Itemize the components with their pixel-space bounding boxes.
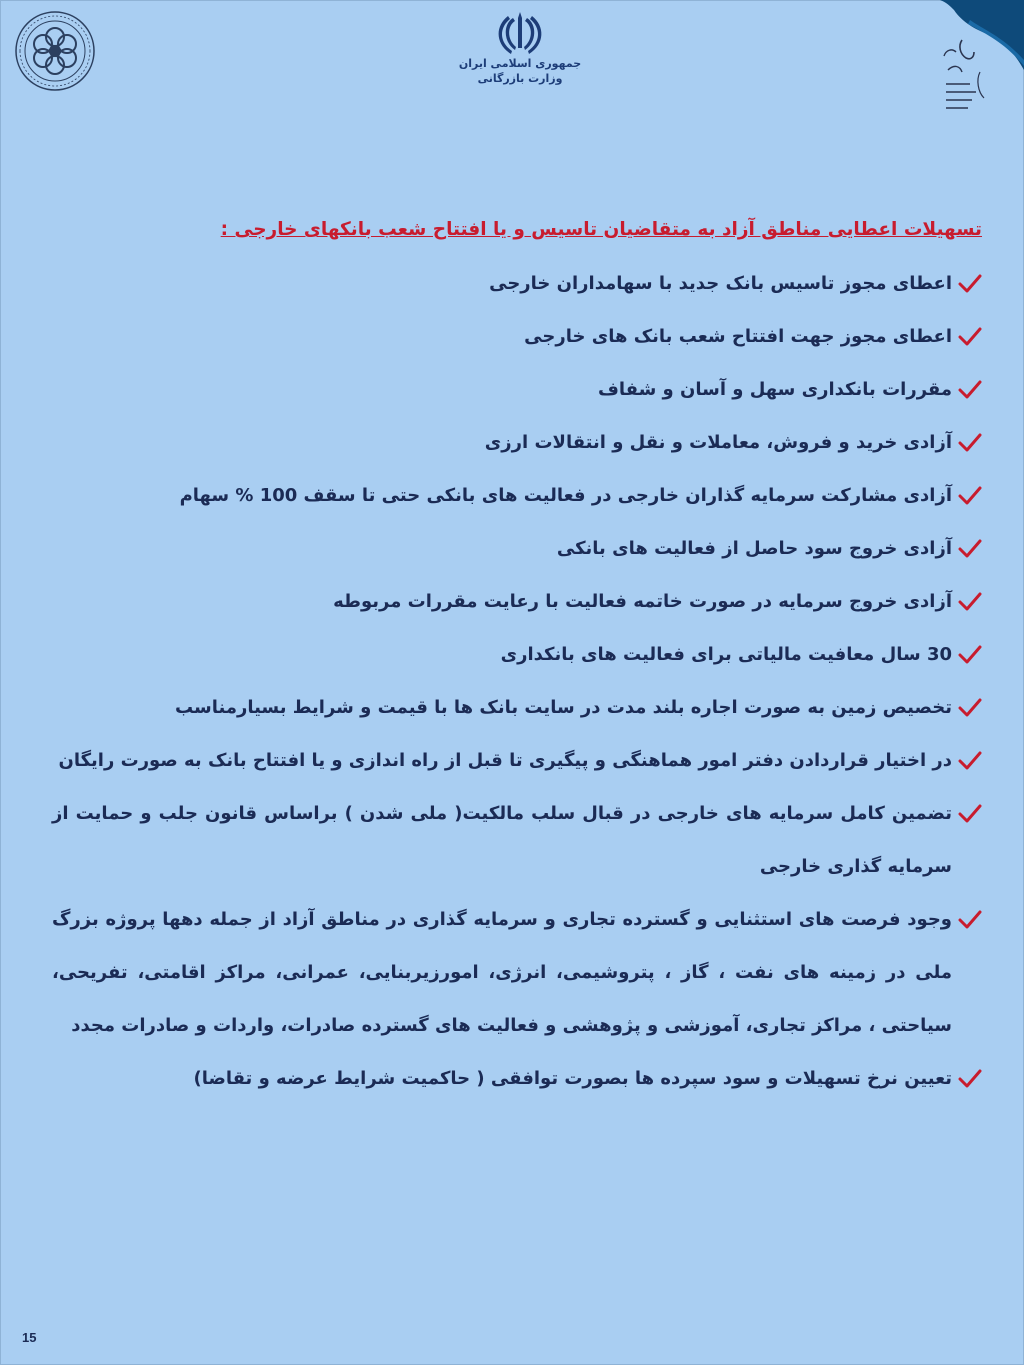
checkmark-icon xyxy=(958,380,982,400)
list-item xyxy=(52,416,982,469)
slide-content xyxy=(52,212,982,1105)
iran-emblem-icon xyxy=(495,8,545,56)
list-item xyxy=(52,575,982,628)
checkmark-icon xyxy=(958,804,982,824)
iran-emblem-logo xyxy=(450,8,590,108)
list-item xyxy=(52,893,982,1052)
checkmark-icon xyxy=(958,910,982,930)
list-item-text: اعطای مجوز تاسیس بانک جدید با سهامداران خارجی xyxy=(489,273,952,294)
free-zones-rosette-logo-icon xyxy=(14,10,96,92)
checkmark-icon xyxy=(958,751,982,771)
list-item xyxy=(52,363,982,416)
checkmark-icon xyxy=(958,486,982,506)
list-item-text: در اختیار قراردادن دفتر امور هماهنگی و پیگیری تا قبل از راه اندازی و یا افتتاح بانک به صورت رایگان xyxy=(58,750,952,771)
checkmark-icon xyxy=(958,274,982,294)
checkmark-icon xyxy=(958,645,982,665)
slide-heading: تسهیلات اعطایی مناطق آزاد به متقاضیان تاسیس و یا افتتاح شعب بانکهای خارجی : xyxy=(220,219,982,240)
list-item xyxy=(52,734,982,787)
checkmark-icon xyxy=(958,592,982,612)
list-item-text: تضمین کامل سرمایه های خارجی در قبال سلب مالکیت( ملی شدن ) براساس قانون جلب و حمایت از سرمایه گذاری خارجی xyxy=(52,803,952,877)
list-item xyxy=(52,787,982,893)
list-item-text: آزادی مشارکت سرمایه گذاران خارجی در فعالیت های بانکی حتی تا سقف 100 % سهام xyxy=(179,485,952,506)
list-item-text: اعطای مجوز جهت افتتاح شعب بانک های خارجی xyxy=(524,326,952,347)
checkmark-icon xyxy=(958,433,982,453)
list-item xyxy=(52,522,982,575)
emblem-country-name: جمهوری اسلامی ایران xyxy=(458,57,582,70)
list-item-text: آزادی خروج سرمایه در صورت خاتمه فعالیت با رعایت مقررات مربوطه xyxy=(333,591,952,612)
checkmark-icon xyxy=(958,698,982,718)
list-item xyxy=(52,257,982,310)
list-item xyxy=(52,1052,982,1105)
list-item-text: آزادی خروج سود حاصل از فعالیت های بانکی xyxy=(556,538,952,559)
list-item-text: مقررات بانکداری سهل و آسان و شفاف xyxy=(597,379,952,400)
list-item xyxy=(52,681,982,734)
list-item-text: وجود فرصت های استثنایی و گسترده تجاری و سرمایه گذاری در مناطق آزاد از جمله دهها پروژه بزرگ ملی در زمینه های نفت ، گاز ، پتروشیمی، انرژی، امورزیربنایی، عمرانی، مراکز اقامتی، تفریحی، سیاحتی ، مراکز تجاری، آموزشی و پژوهشی و فعالیت های گسترده صادرات، واردات و صادرات مجدد xyxy=(52,909,952,1036)
national-plan-logo-icon xyxy=(940,0,1024,135)
list-item-text: آزادی خرید و فروش، معاملات و نقل و انتقالات ارزی xyxy=(484,432,952,453)
list-item-text: 30 سال معافیت مالیاتی برای فعالیت های بانکداری xyxy=(500,644,952,665)
emblem-ministry-name: وزارت بازرگانی xyxy=(477,72,563,85)
checkmark-icon xyxy=(958,327,982,347)
checkmark-icon xyxy=(958,1069,982,1089)
checkmark-icon xyxy=(958,539,982,559)
list-item xyxy=(52,310,982,363)
list-item xyxy=(52,469,982,522)
list-item xyxy=(52,628,982,681)
list-item-text: تعیین نرخ تسهیلات و سود سپرده ها بصورت توافقی ( حاکمیت شرایط عرضه و تقاضا) xyxy=(193,1068,952,1089)
list-item-text: تخصیص زمین به صورت اجاره بلند مدت در سایت بانک ها با قیمت و شرایط بسیارمناسب xyxy=(174,697,952,718)
page-number: 15 xyxy=(22,1330,37,1345)
